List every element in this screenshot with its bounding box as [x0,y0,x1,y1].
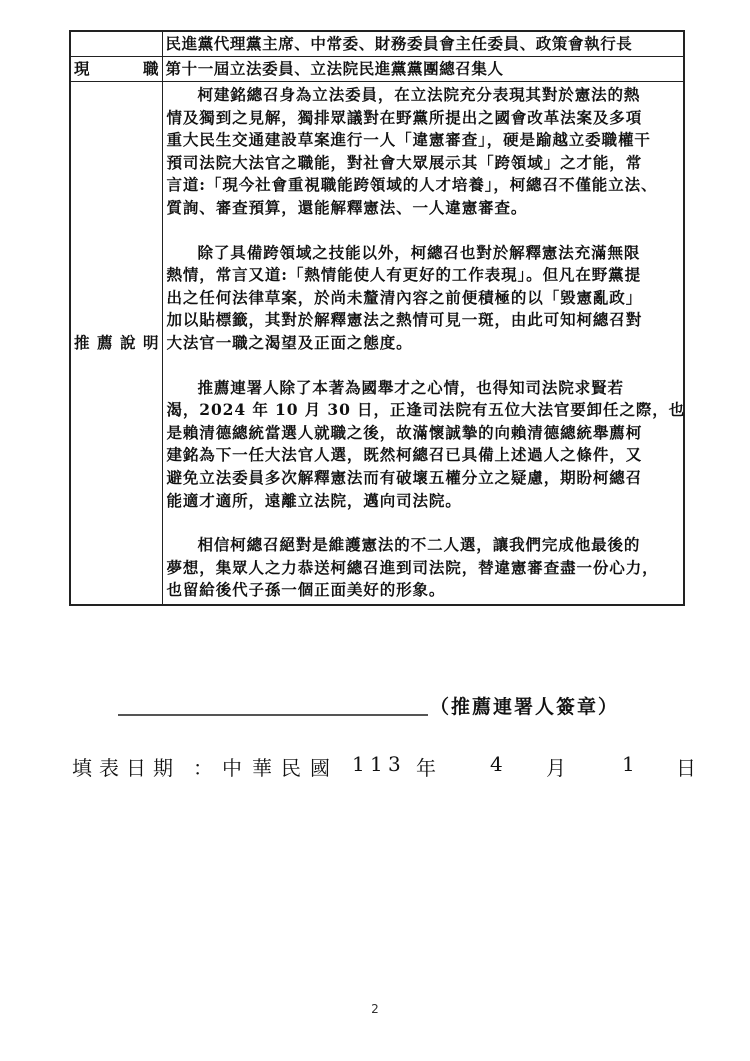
recommendation-description-cell [162,82,684,605]
current-position-label-cell [70,57,162,82]
date-year-digit: 1 [370,752,383,776]
paragraph-2 [167,242,680,355]
recommendation-label [71,331,162,355]
text-line: 情及獨到之見解，獨排眾議對在野黨所提出之國會改革法案及多項 [166,107,643,127]
page-number: 2 [371,1002,379,1016]
label-char: 明 [142,332,159,352]
text-line: 夢想，集眾人之力恭送柯總召進到司法院，替違憲審查盡一份心力， [166,557,659,577]
date-char: 中 [222,756,242,780]
text-line: 質詢、審查預算，還能解釋憲法、一人違憲審查。 [166,197,528,217]
text-line: 柯建銘總召身為立法委員，在立法院充分表現其對於憲法的熱 [197,85,641,104]
paragraph-3 [166,377,686,513]
current-position-text: 第十一屆立法委員、立法院民進黨黨團總召集人 [165,59,504,78]
date-char: 日 [676,756,696,780]
text-line: 能適才適所，遠離立法院，邁向司法院。 [166,490,462,510]
paragraph-1 [167,84,680,220]
text-line: 加以貼標籤，其對於解釋憲法之熱情可見一斑，由此可知柯總召對 [166,310,643,330]
current-position-cell [162,57,684,82]
signature-label: （推薦連署人簽章） [430,696,620,718]
previous-positions-cell [162,31,684,57]
date-char: 年 [416,756,436,780]
recommendation-label-cell [70,82,162,605]
current-position-label [71,57,162,81]
text-line: 重大民生交通建設草案進行一人「違憲審查」，硬是踰越立委職權干 [166,130,651,150]
table-row-current-position [70,57,684,82]
text-line: 建銘為下一任大法官人選，既然柯總召已具備上述過人之條件，又 [166,445,643,465]
text-line: 除了具備跨領域之技能以外，柯總召也對於解釋憲法充滿無限 [197,242,641,262]
label-cell-empty [70,31,162,57]
fill-date [72,752,696,782]
date-day-digit: 1 [622,752,635,776]
date-char: 填 [72,756,92,780]
label-char: 現 [74,59,90,78]
text-line: 渴，2024 年 10 月 30 日，正逢司法院有五位大法官要卸任之際，也 [166,400,686,420]
text-line: 大法官一職之渴望及正面之態度。 [166,332,413,352]
text-line: 言道:「現今社會重視職能跨領域的人才培養」，柯總召不僅能立法、 [166,175,658,195]
text-line: 熱情，常言又道:「熱情能使人有更好的工作表現」。但凡在野黨提 [166,265,641,285]
label-char: 推 [74,332,90,352]
date-year-digit: 1 [352,752,365,776]
text-line: 也留給後代子孫一個正面美好的形象。 [166,580,446,600]
paragraph-4 [167,534,680,602]
label-char: 職 [142,59,159,78]
text-line: 避免立法委員多次解釋憲法而有破壞五權分立之疑慮，期盼柯總召 [166,467,643,487]
paragraph-spacer [167,355,680,377]
label-char: 說 [119,332,136,352]
date-char: 期 [153,756,173,780]
label-char: 薦 [96,332,113,352]
date-char: 月 [546,756,566,780]
paragraph-spacer [167,220,680,242]
text-line: 是賴清德總統當選人就職之後，故滿懷誠摯的向賴清德總統舉薦柯 [166,422,643,442]
text-line: 出之任何法律草案，於尚未釐清內容之前便積極的以「毀憲亂政」 [166,287,643,307]
text-line: 相信柯總召絕對是維護憲法的不二人選，讓我們完成他最後的 [197,535,641,555]
signature-block [118,690,638,720]
date-char: 民 [281,756,301,780]
date-char: 華 [252,756,272,780]
recommendation-description [163,82,684,604]
date-char: 國 [310,756,330,780]
text-line: 推薦連署人除了本著為國舉才之心情，也得知司法院求賢若 [197,377,624,397]
paragraph-spacer [167,512,680,534]
text-line: 預司法院大法官之職能，對社會大眾展示其「跨領域」之才能，常 [166,152,643,172]
previous-positions-text: 民進黨代理黨主席、中常委、財務委員會主任委員、政策會執行長 [165,34,633,53]
table-row-recommendation [70,82,684,605]
date-month-digit: 4 [490,752,503,776]
date-year-digit: 3 [388,752,401,776]
table-row-previous-positions [70,31,684,57]
date-char: 日 [126,756,146,780]
recommendation-form-table [69,30,685,606]
date-char: ： [193,756,213,780]
signature-line[interactable] [118,714,428,716]
date-char: 表 [99,756,119,780]
